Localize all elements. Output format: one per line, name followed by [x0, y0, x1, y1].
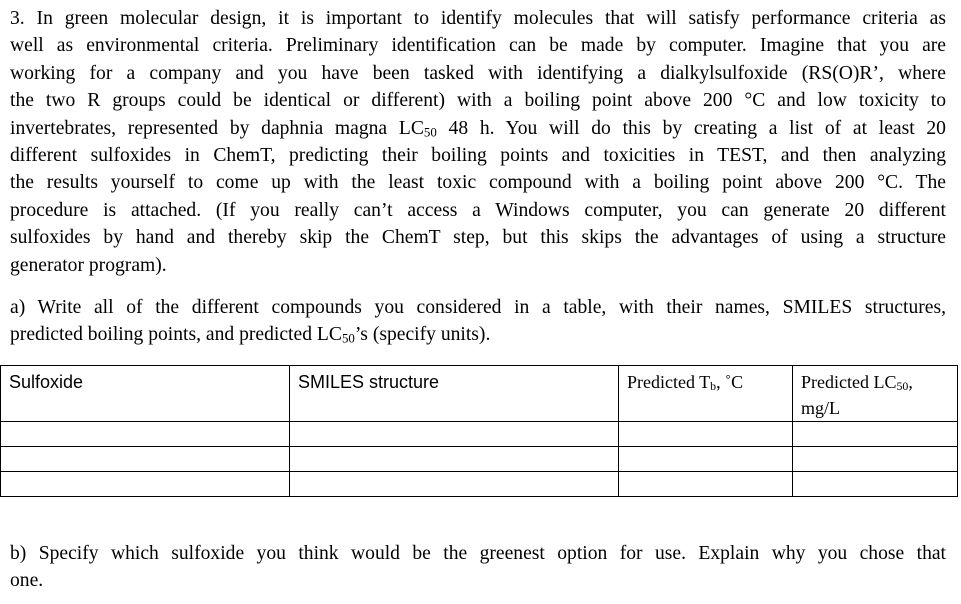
table-header-row [1, 366, 958, 422]
text-fragment: Predicted LC [801, 372, 897, 392]
table-cell[interactable] [619, 447, 793, 472]
table-cell[interactable] [290, 422, 619, 447]
header-lc50 [793, 366, 958, 422]
subscript: 50 [896, 379, 909, 394]
question-line: different sulfoxides in ChemT, predicting their boiling points and toxicities in TEST, and then analyzing [10, 145, 946, 167]
text-fragment: invertebrates, represented by daphnia magna LC [10, 117, 424, 139]
table-cell[interactable] [290, 472, 619, 497]
question-line: generator program). [10, 254, 167, 276]
table-cell[interactable] [793, 472, 958, 497]
text-fragment: , [908, 372, 913, 392]
header-smiles: SMILES structure [290, 366, 619, 422]
table-cell[interactable] [290, 447, 619, 472]
table-cell[interactable] [1, 472, 290, 497]
subscript: 50 [423, 123, 437, 139]
question-line: the two R groups could be identical or different) with a boiling point above 200 °C and low toxicity to [10, 90, 946, 112]
table-row [1, 447, 958, 472]
part-a-paragraph [10, 294, 946, 349]
header-sulfoxide: Sulfoxide [1, 366, 290, 422]
question-line: sulfoxides by hand and thereby skip the ChemT step, but this skips the advantages of using a structure [10, 227, 946, 249]
subscript: 50 [341, 330, 355, 346]
table-cell[interactable] [793, 447, 958, 472]
question-line: well as environmental criteria. Preliminary identification can be made by computer. Imagine that you are [10, 35, 946, 57]
table-cell[interactable] [793, 422, 958, 447]
question-line: the results yourself to come up with the least toxic compound with a boiling point above 200 °C. The [10, 172, 946, 194]
text-fragment: 48 h. You will do this by creating a list of at least 20 [436, 117, 946, 139]
table-row [1, 472, 958, 497]
table-cell[interactable] [1, 447, 290, 472]
text-fragment: mg/L [801, 398, 840, 418]
question-line: procedure is attached. (If you really can’t access a Windows computer, you can generate 20 different [10, 199, 946, 221]
question-line: 3. In green molecular design, it is important to identify molecules that will satisfy performance criteria as [10, 8, 946, 29]
text-fragment: predicted boiling points, and predicted LC [10, 324, 342, 346]
text-fragment: ’s (specify units). [354, 324, 491, 346]
table-cell[interactable] [619, 422, 793, 447]
table-cell[interactable] [619, 472, 793, 497]
text-fragment: Predicted T [627, 372, 711, 392]
question-3-paragraph [10, 5, 946, 279]
table-cell[interactable] [1, 422, 290, 447]
part-b-line: one. [10, 570, 44, 592]
part-a-line: a) Write all of the different compounds you considered in a table, with their names, SMILES structures, [10, 297, 946, 318]
answer-table [0, 365, 958, 497]
part-b-line: b) Specify which sulfoxide you think would be the greenest option for use. Explain why you chose that [10, 543, 946, 564]
part-a-line [10, 321, 946, 348]
header-boiling-point [619, 366, 793, 422]
table-row [1, 422, 958, 447]
subscript: b [710, 379, 717, 394]
text-fragment: , ˚C [716, 372, 744, 392]
part-b-paragraph [10, 540, 946, 595]
question-line [10, 115, 946, 142]
question-line: working for a company and you have been tasked with identifying a dialkylsulfoxide (RS(O)R’, where [10, 62, 946, 84]
